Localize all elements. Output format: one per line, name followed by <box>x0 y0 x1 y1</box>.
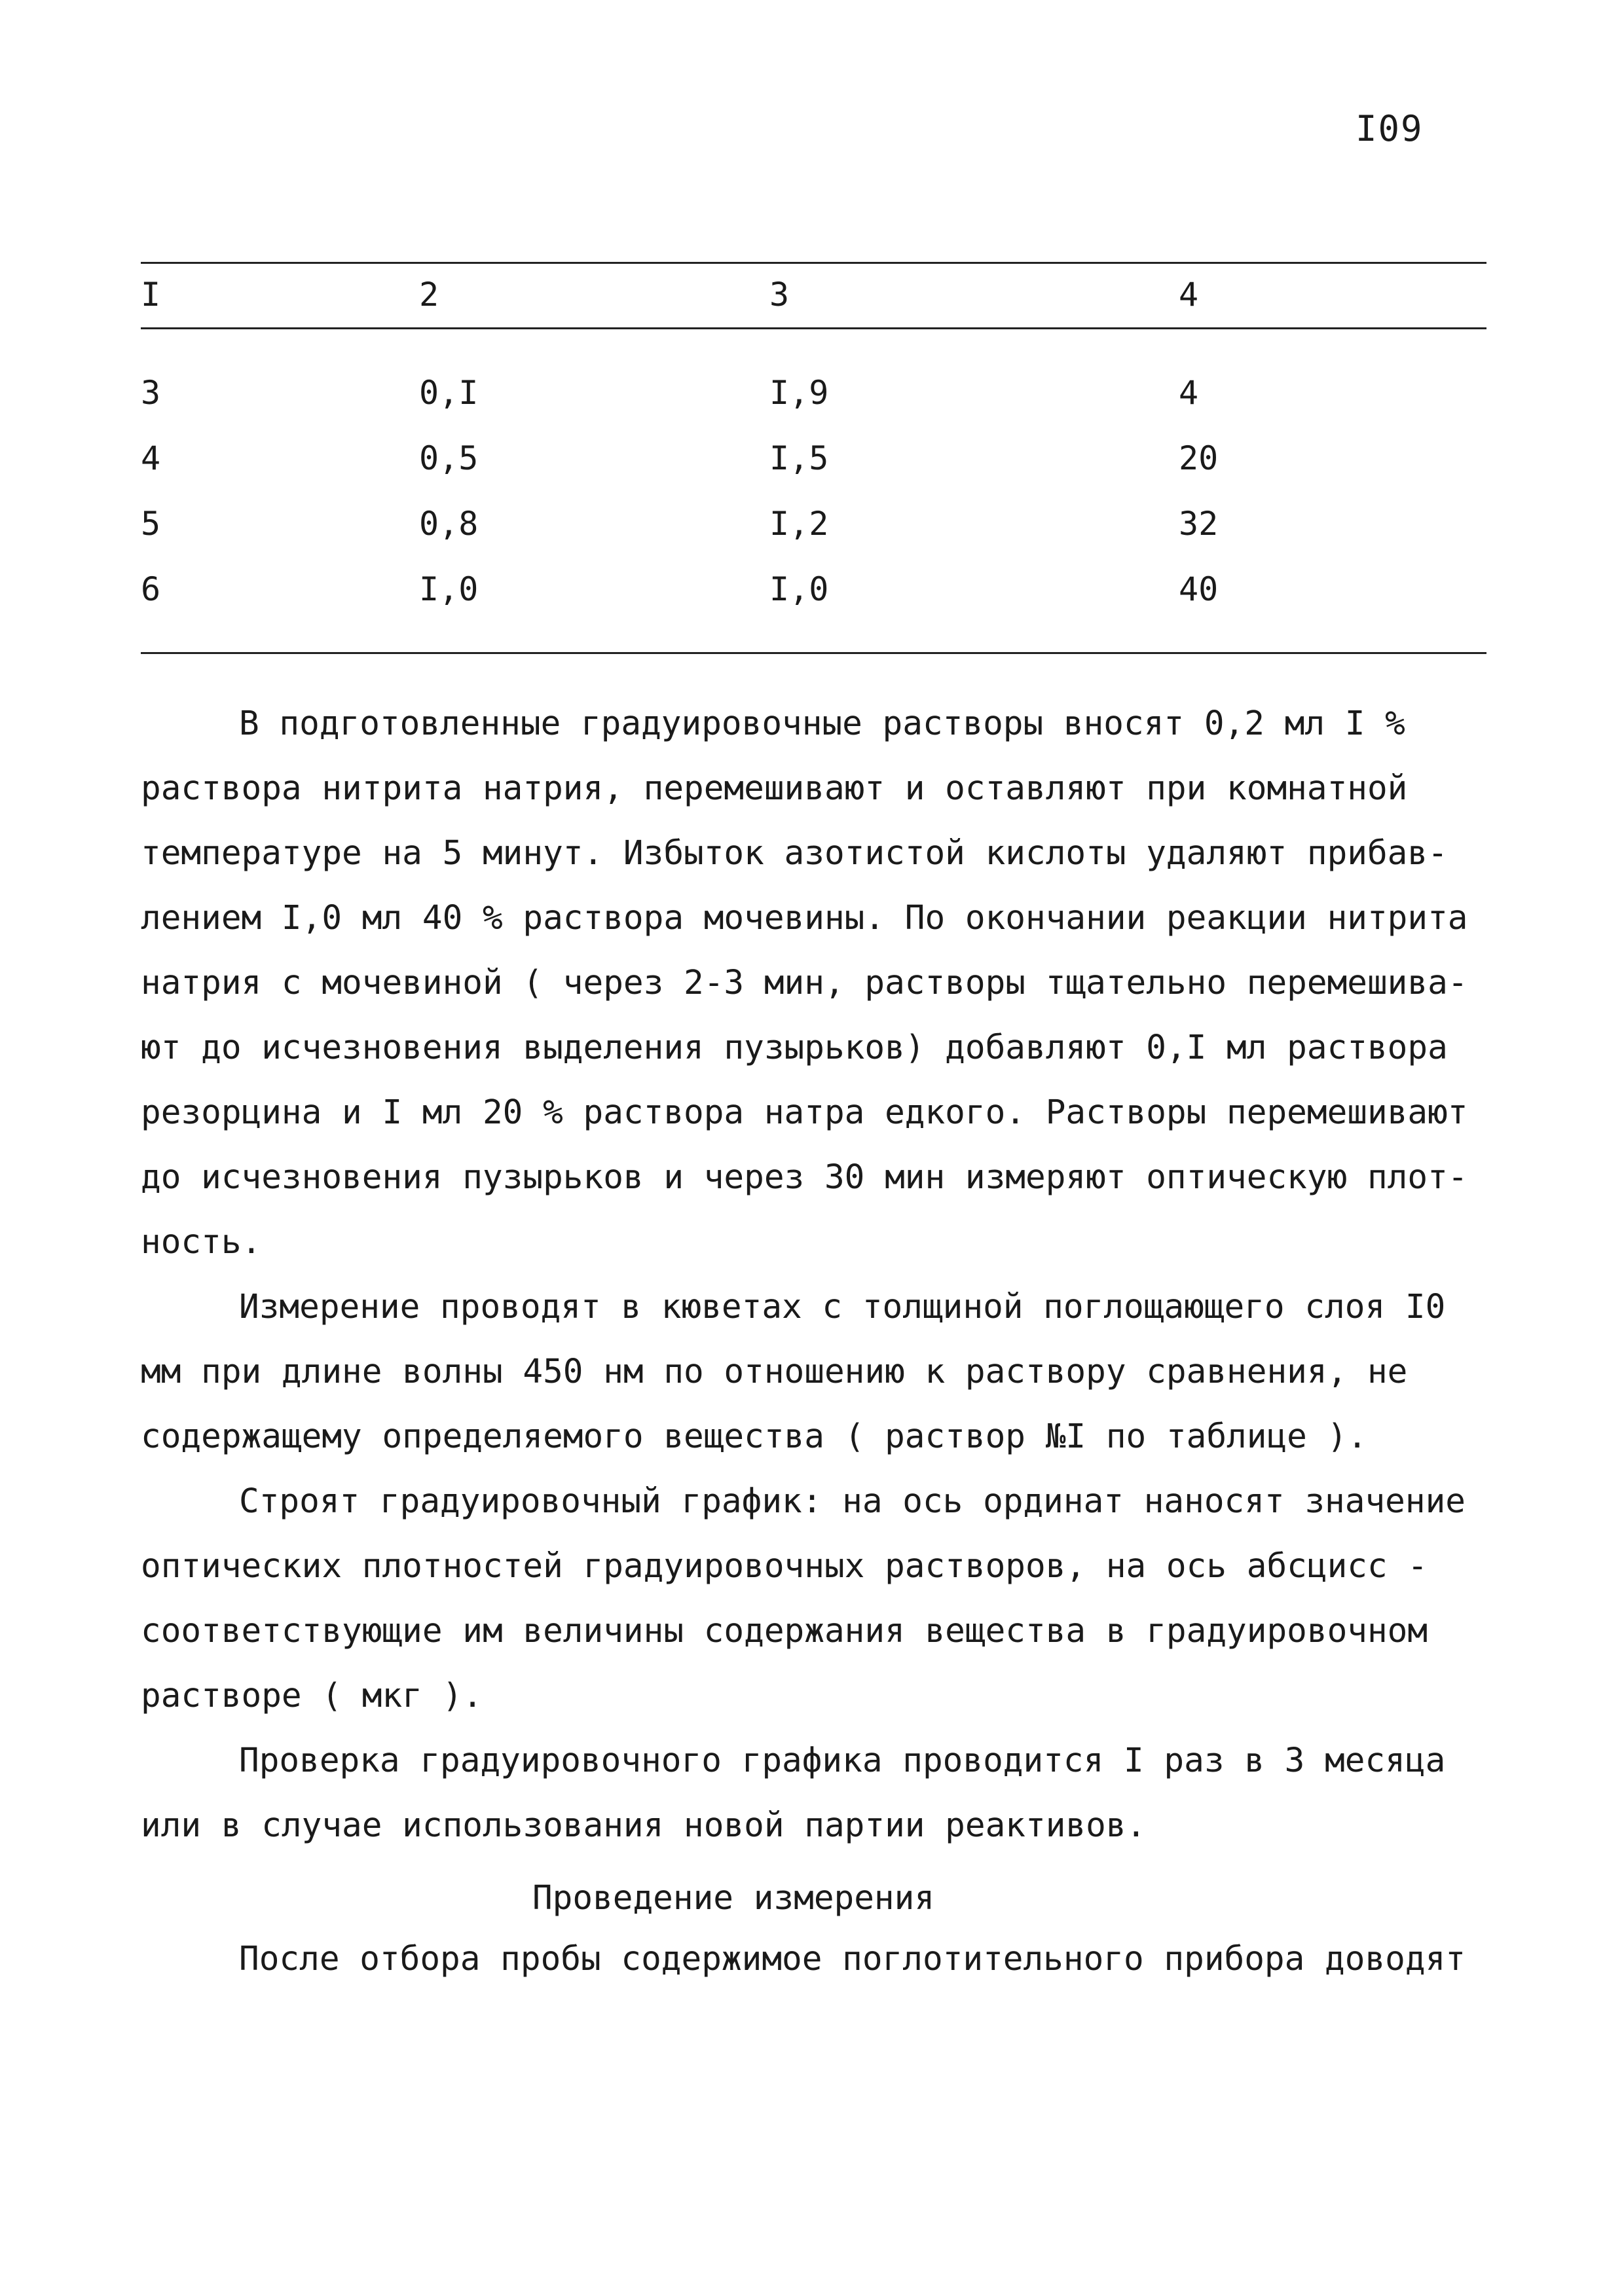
text-line: Измерение проводят в кюветах с толщиной поглощающего слоя I0 <box>239 1288 1446 1326</box>
table-cell: 0,5 <box>419 439 479 477</box>
table-cell: I,5 <box>769 439 829 477</box>
text-line: растворе ( мкг ). <box>141 1677 483 1715</box>
table-header-cell: 3 <box>769 276 790 314</box>
table-cell: I,9 <box>769 374 829 412</box>
table-cell: 5 <box>141 505 161 543</box>
table-header-cell: 4 <box>1179 276 1199 314</box>
text-line: содержащему определяемого вещества ( раствор №I по таблице ). <box>141 1417 1367 1456</box>
paragraph-reagents <box>141 691 1486 1275</box>
text-line: соответствующие им величины содержания вещества в градуировочном <box>141 1612 1428 1650</box>
text-line: натрия с мочевиной ( через 2-3 мин, растворы тщательно перемешива- <box>141 964 1468 1002</box>
section-heading: Проведение измерения <box>532 1879 935 1918</box>
table-cell: 4 <box>1179 374 1199 412</box>
table-cell: 40 <box>1179 570 1219 608</box>
table-cell: 0,8 <box>419 505 479 543</box>
paragraph-procedure <box>141 1927 1486 1992</box>
text-line: В подготовленные градуировочные растворы вносят 0,2 мл I % <box>239 704 1405 743</box>
paragraph-check <box>141 1728 1486 1858</box>
text-line: ность. <box>141 1223 262 1262</box>
table-header-cell: 2 <box>419 276 439 314</box>
text-line: или в случае использования новой партии реактивов. <box>141 1806 1147 1845</box>
paragraph-measurement <box>141 1275 1486 1469</box>
text-line: ют до исчезновения выделения пузырьков) добавляют 0,I мл раствора <box>141 1029 1448 1067</box>
table-cell: I,2 <box>769 505 829 543</box>
table-cell: 32 <box>1179 505 1219 543</box>
text-line: Строят градуировочный график: на ось ординат наносят значение <box>239 1482 1466 1521</box>
text-line: температуре на 5 минут. Избыток азотистой кислоты удаляют прибав- <box>141 834 1448 873</box>
text-line: раствора нитрита натрия, перемешивают и оставляют при комнатной <box>141 769 1408 808</box>
page-number: I09 <box>1356 108 1424 149</box>
table-cell: 6 <box>141 570 161 608</box>
table-header-cell: I <box>141 276 161 314</box>
table-rule-bottom <box>141 652 1486 654</box>
table-cell: 20 <box>1179 439 1219 477</box>
text-line: до исчезновения пузырьков и через 30 мин измеряют оптическую плот- <box>141 1158 1468 1197</box>
table-cell: 4 <box>141 439 161 477</box>
text-line: лением I,0 мл 40 % раствора мочевины. По окончании реакции нитрита <box>141 899 1468 938</box>
table-cell: 0,I <box>419 374 479 412</box>
text-line: После отбора пробы содержимое поглотительного прибора доводят <box>239 1940 1466 1978</box>
table-cell: I,0 <box>769 570 829 608</box>
table-cell: I,0 <box>419 570 479 608</box>
table-cell: 3 <box>141 374 161 412</box>
text-line: резорцина и I мл 20 % раствора натра едкого. Растворы перемешивают <box>141 1093 1468 1132</box>
table-rule-header <box>141 327 1486 329</box>
text-line: Проверка градуировочного графика проводится I раз в 3 месяца <box>239 1741 1446 1780</box>
paragraph-graph <box>141 1469 1486 1728</box>
table-rule-top <box>141 262 1486 264</box>
text-line: мм при длине волны 450 нм по отношению к раствору сравнения, не <box>141 1353 1408 1391</box>
text-line: оптических плотностей градуировочных растворов, на ось абсцисс - <box>141 1547 1428 1586</box>
